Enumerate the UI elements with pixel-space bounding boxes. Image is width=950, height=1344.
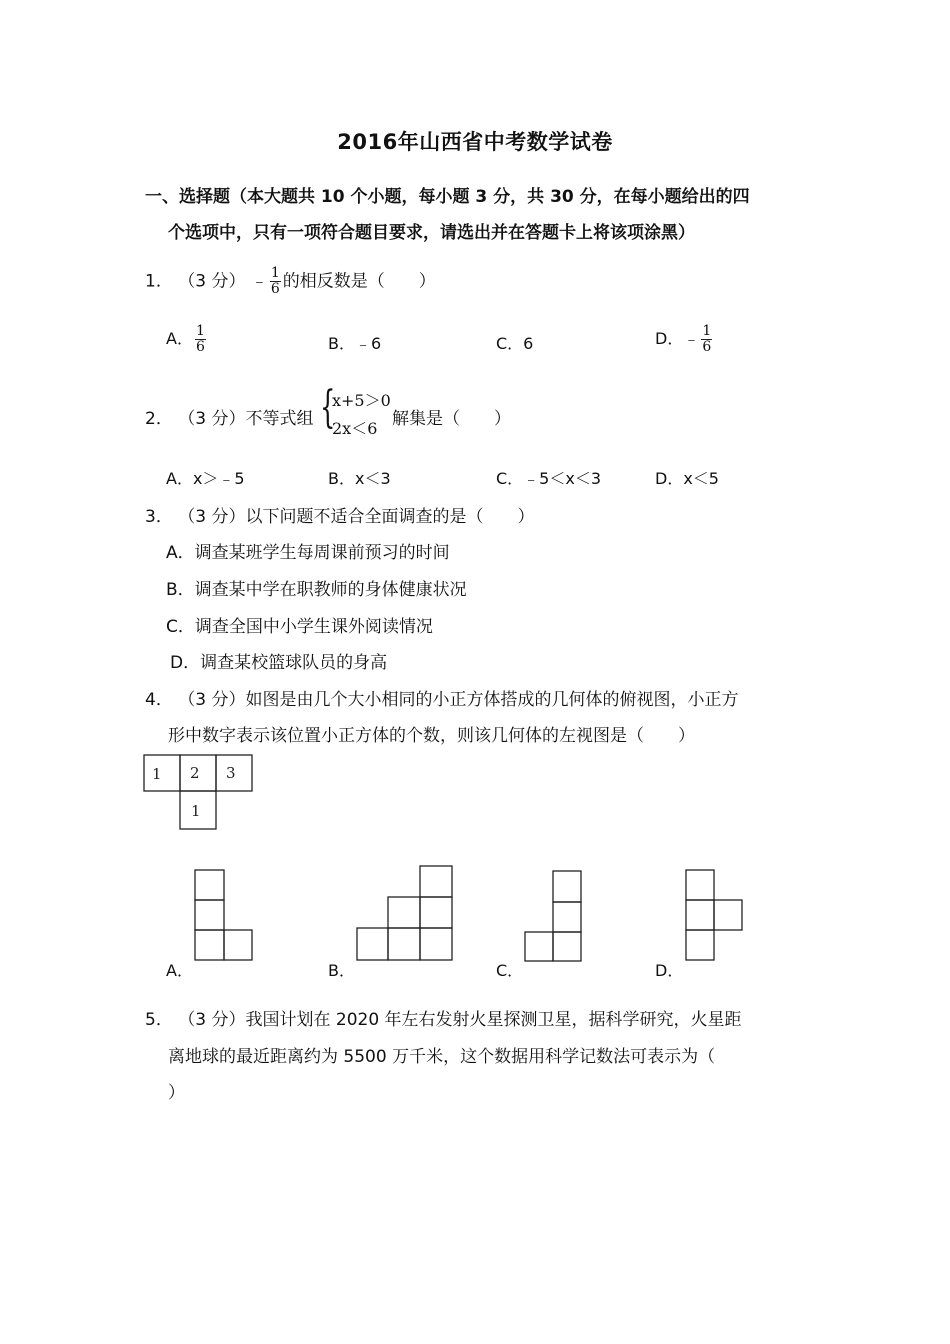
option-a-label: A． xyxy=(166,961,193,980)
option-b-label: B． xyxy=(328,961,355,980)
question-5-line3: ） xyxy=(168,1083,185,1103)
top-view-grid xyxy=(140,752,260,834)
option-b: B．x＜3 xyxy=(328,469,391,488)
question-number: 3． xyxy=(145,507,173,527)
option-c: C．6 xyxy=(496,334,534,353)
question-5-line1 xyxy=(145,1005,742,1030)
question-5-line2: 离地球的最近距离约为 5500 万千米，这个数据用科学记数法可表示为（ xyxy=(168,1047,716,1067)
option-a-figure xyxy=(190,864,260,966)
question-score: （3 分） xyxy=(178,507,246,527)
inequality-1: x+5＞0 xyxy=(332,391,391,410)
option-d: D．调查某校篮球队员的身高 xyxy=(170,653,388,673)
option-a: A．调查某班学生每周课前预习的时间 xyxy=(166,543,450,563)
option-d-figure xyxy=(680,864,750,966)
fraction: $\frac{1}{6}$ xyxy=(270,265,280,297)
question-text: 以下问题不适合全面调查的是（ ） xyxy=(245,507,535,527)
question-number: 1． xyxy=(145,271,173,292)
option-c: C．﹣5＜x＜3 xyxy=(496,469,602,488)
question-score: （3 分） xyxy=(178,271,246,292)
question-3 xyxy=(145,502,534,527)
inequality-2: 2x＜6 xyxy=(332,419,378,438)
option-c-figure xyxy=(520,866,590,966)
system-brace: { xyxy=(320,382,336,433)
question-score: （3 分） xyxy=(178,690,246,710)
option-c: C．调查全国中小学生课外阅读情况 xyxy=(166,617,433,637)
question-4-line2: 形中数字表示该位置小正方体的个数，则该几何体的左视图是（ ） xyxy=(168,726,695,746)
question-1 xyxy=(145,266,436,297)
question-text: 我国计划在 2020 年左右发射火星探测卫星，据科学研究，火星距 xyxy=(245,1010,742,1030)
option-d-label: D． xyxy=(655,961,684,980)
option-b-figure xyxy=(350,860,460,966)
grid-cell xyxy=(144,755,180,791)
question-2-text: 解集是（ ） xyxy=(392,409,511,429)
option-b: B．调查某中学在职教师的身体健康状况 xyxy=(166,580,467,600)
question-2-prefix xyxy=(145,404,313,429)
question-score: （3 分） xyxy=(178,409,246,429)
option-a: A． $\frac{1}{6}$ xyxy=(166,323,205,355)
question-text: 如图是由几个大小相同的小正方体搭成的几何体的俯视图，小正方 xyxy=(245,690,739,710)
minus-sign: ﹣ xyxy=(250,271,268,292)
grid-number: 2 xyxy=(190,764,200,782)
option-b: B．﹣6 xyxy=(328,334,382,353)
option-d: D．﹣ $\frac{1}{6}$ xyxy=(655,323,712,355)
question-number: 5． xyxy=(145,1010,173,1030)
grid-number: 1 xyxy=(152,765,162,783)
option-c-label: C． xyxy=(496,961,524,980)
question-number: 2． xyxy=(145,409,173,429)
page-title: 2016年山西省中考数学试卷 xyxy=(337,130,613,154)
question-4-line1 xyxy=(145,685,738,710)
option-d: D．x＜5 xyxy=(655,469,719,488)
grid-number: 3 xyxy=(226,764,236,782)
option-a: A．x＞﹣5 xyxy=(166,469,245,488)
fraction: $\frac{1}{6}$ xyxy=(702,323,712,355)
grid-number: 1 xyxy=(191,802,201,820)
question-text: 的相反数是（ ） xyxy=(282,271,436,292)
section-heading-line2: 个选项中，只有一项符合题目要求，请选出并在答题卡上将该项涂黑） xyxy=(168,223,695,243)
section-heading-line1: 一、选择题（本大题共 10 个小题，每小题 3 分，共 30 分，在每小题给出的四 xyxy=(145,187,750,207)
question-number: 4． xyxy=(145,690,173,710)
fraction: $\frac{1}{6}$ xyxy=(195,323,205,355)
question-score: （3 分） xyxy=(178,1010,246,1030)
question-text: 不等式组 xyxy=(245,409,314,429)
